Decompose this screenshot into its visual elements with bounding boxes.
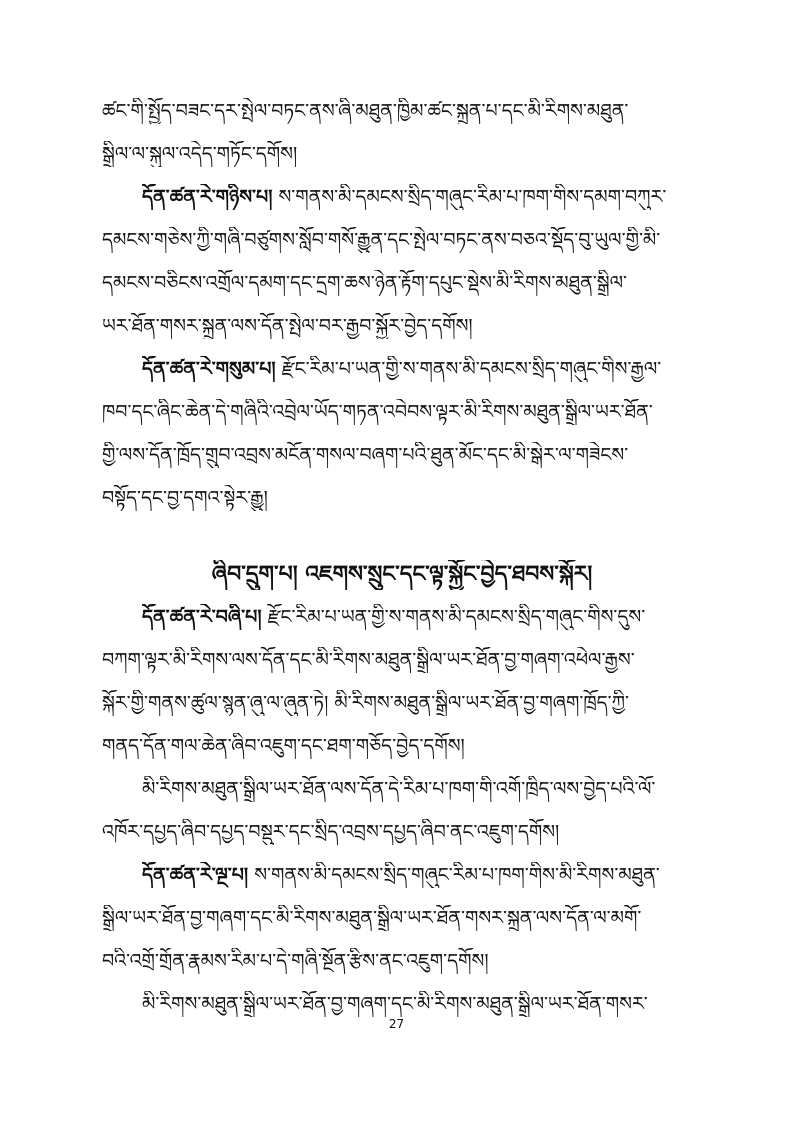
section-heading: ཞིབ་དྲུག་པ། འཇགས་སྲུང་དང་ལྟ་སྐྱོང་བྱེད་ཐབས་སྐོར། (211, 562, 593, 587)
article-label: དོན་ཚན་རེ་བཞི་པ། (142, 606, 262, 628)
body-line (102, 690, 702, 716)
body-text: མི་རིགས་མཐུན་སྒྲིལ་ཡར་ཐོན་ལས་དོན་དེ་རིམ་པ་ཁག་གི་འགོ་ཁྲིད་ལས་བྱེད་པའི་ལོ་ (142, 778, 656, 800)
body-text: བཀག་ལྟར་མི་རིགས་ལས་དོན་དང་མི་རིགས་མཐུན་སྒྲིལ་ཡར་ཐོན་བྱ་གཞག་འཕེལ་རྒྱས་ (102, 649, 635, 671)
body-text: རྫོང་རིམ་པ་ཡན་གྱི་ས་གནས་མི་དམངས་སྲིད་གཞུང་གིས་རྒྱལ་ (275, 358, 662, 380)
body-line (102, 647, 702, 673)
body-text: གནད་དོན་གལ་ཆེན་ཞིབ་འཇུག་དང་ཐག་གཅོད་བྱེད་དགོས། (102, 735, 465, 757)
body-line (102, 819, 702, 845)
body-text: མི་རིགས་མཐུན་སྒྲིལ་ཡར་ཐོན་བྱ་གཞག་དང་མི་རིགས་མཐུན་སྒྲིལ་ཡར་ཐོན་གསར་ (142, 993, 648, 1015)
body-text: བསྟོད་དང་བྱ་དགའ་སྟེར་རྒྱུ། (102, 487, 268, 509)
body-line (142, 862, 702, 888)
body-text: རྫོང་རིམ་པ་ཡན་གྱི་ས་གནས་མི་དམངས་སྲིད་གཞུང་གིས་དུས་ (261, 606, 646, 628)
body-text: སྒྲིལ་ཡར་ཐོན་བྱ་གཞག་དང་མི་རིགས་མཐུན་སྒྲིལ་ཡར་ཐོན་གསར་སྐྲུན་ལས་དོན་ལ་མགོ་ (102, 907, 642, 929)
body-text: ཁབ་དང་ཞིང་ཆེན་དེ་གཞིའི་འབྲེལ་ཡོད་གཏན་འབེབས་ལྟར་མི་རིགས་མཐུན་སྒྲིལ་ཡར་ཐོན་ (102, 401, 653, 423)
body-line (102, 227, 702, 253)
body-line (142, 776, 702, 802)
body-text: གྱི་ལས་དོན་ཁྲོད་གྲུབ་འབྲས་མངོན་གསལ་བཞག་པའི་ཐུན་མོང་དང་མི་སྒེར་ལ་གཟེངས་ (102, 444, 629, 466)
body-text: ཡར་ཐོན་གསར་སྐྲུན་ལས་དོན་སྤེལ་བར་རྒྱབ་སྐྱོར་བྱེད་དགོས། (102, 315, 473, 337)
body-text: དམངས་གཅེས་ཀྱི་གཞི་བཙུགས་སློབ་གསོ་རྒྱུན་དང་སྤེལ་བཏང་ནས་བཅའ་སྡོད་བུ་ཡུལ་གྱི་མི་ (102, 229, 661, 251)
page-number: 27 (388, 1017, 405, 1031)
body-text: ས་གནས་མི་དམངས་སྲིད་གཞུང་རིམ་པ་ཁག་གིས་དམག་བཀུར་ (272, 186, 667, 208)
body-line (102, 905, 702, 931)
body-text: བའི་འགྲོ་གྲོན་རྣམས་རིམ་པ་དེ་གཞི་སྔོན་རྩིས་ནང་འཇུག་དགོས། (102, 950, 489, 972)
body-text: ཚང་གི་སྤྱོད་བཟང་དར་སྤེལ་བཏང་ནས་ཞི་མཐུན་ཁྱིམ་ཚང་སྐྲུན་པ་དང་མི་རིགས་མཐུན་ (102, 100, 629, 122)
article-label: དོན་ཚན་རེ་ལྔ་པ། (142, 864, 249, 886)
body-line (102, 485, 702, 511)
body-text: སྐོར་གྱི་གནས་ཚུལ་སྙན་ཞུ་ལ་ཞུན་ཏེ། མི་རིགས་མཐུན་སྒྲིལ་ཡར་ཐོན་བྱ་གཞག་ཁྲོད་ཀྱི་ (102, 692, 630, 714)
body-line (142, 604, 702, 630)
body-line (142, 356, 702, 382)
body-line (102, 733, 702, 759)
body-line (142, 991, 702, 1017)
article-label: དོན་ཚན་རེ་གསུམ་པ། (142, 358, 276, 380)
body-text: དམངས་བཅིངས་འགྲོལ་དམག་དང་དྲག་ཆས་ཉེན་རྟོག་དཔུང་སྡེས་མི་རིགས་མཐུན་སྒྲིལ་ (102, 272, 628, 294)
body-line (102, 442, 702, 468)
body-text: སྒྲིལ་ལ་སྐུལ་འདེད་གཏོང་དགོས། (102, 143, 298, 165)
body-text: ས་གནས་མི་དམངས་སྲིད་གཞུང་རིམ་པ་ཁག་གིས་མི་རིགས་མཐུན་ (248, 864, 660, 886)
body-line (102, 141, 702, 167)
article-label: དོན་ཚན་རེ་གཉིས་པ། (142, 186, 273, 208)
body-text: འཁོར་དཔྱད་ཞིབ་དཔྱད་བསྡུར་དང་སྲིད་འབྲས་དཔྱད་ཞིབ་ནང་འཇུག་དགོས། (102, 821, 560, 843)
body-line (102, 313, 702, 339)
body-line (102, 399, 702, 425)
body-line (102, 270, 702, 296)
body-line (142, 184, 702, 210)
body-line (102, 98, 702, 124)
body-line (102, 948, 702, 974)
